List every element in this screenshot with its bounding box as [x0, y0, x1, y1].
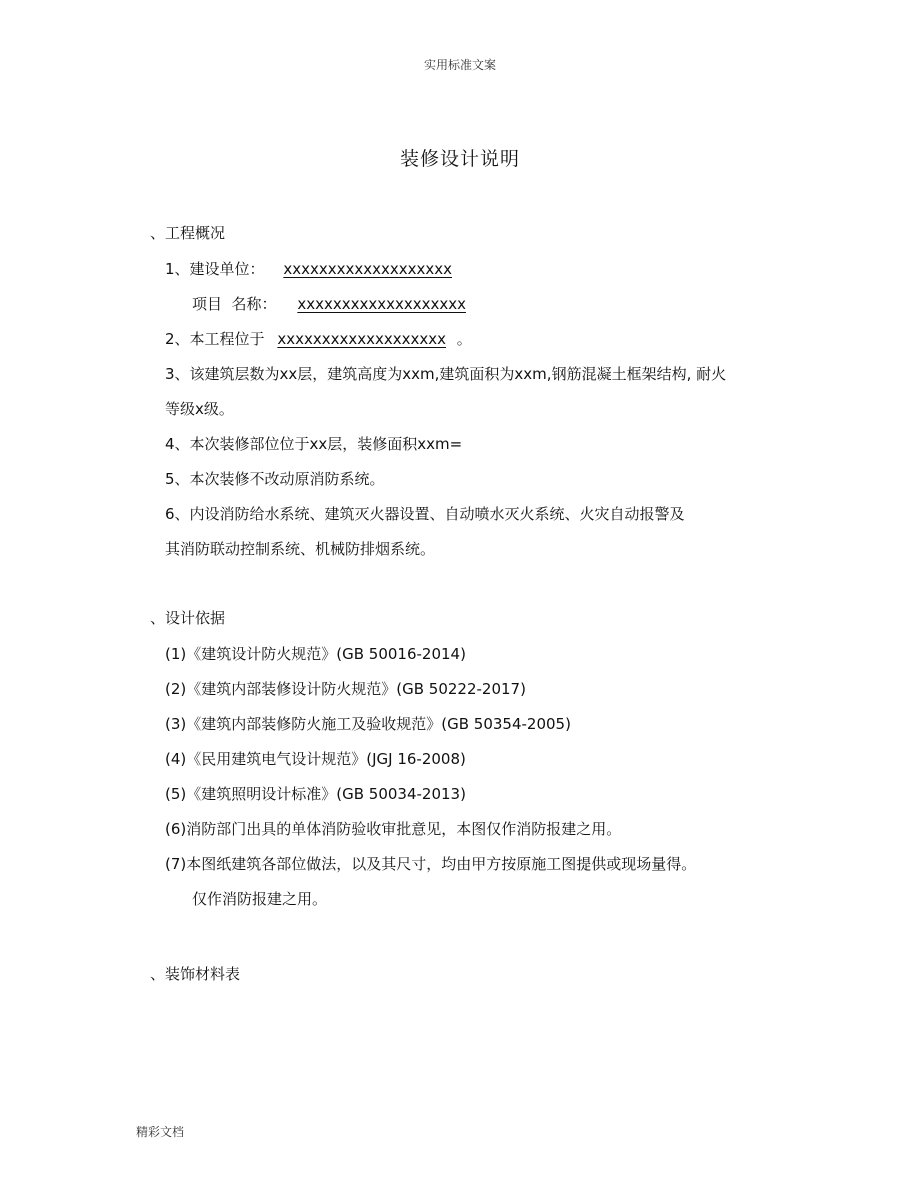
standard-item-2: (2)《建筑内部装修设计防火规范》(GB 50222-2017): [165, 680, 526, 698]
section-heading-materials: 、装饰材料表: [150, 965, 241, 983]
standard-item-5: (5)《建筑照明设计标准》(GB 50034-2013): [165, 785, 466, 803]
item-value: xxxxxxxxxxxxxxxxxxx: [277, 330, 446, 348]
item-end: 。: [456, 330, 472, 348]
item-building-info-line1: 3、该建筑层数为xx层，建筑高度为xxm,建筑面积为xxm,钢筋混凝土框架结构, 耐火: [165, 365, 727, 383]
section-heading-design-basis: 、设计依据: [150, 609, 226, 627]
section-heading-overview: 、工程概况: [150, 224, 226, 242]
page-footer: 精彩文档: [136, 1125, 185, 1139]
item-location: [165, 328, 472, 349]
standard-item-7: (7)本图纸建筑各部位做法，以及其尺寸，均由甲方按原施工图提供或现场量得。: [165, 855, 697, 873]
page-header: 实用标准文案: [423, 58, 496, 72]
item-label: 1、建设单位：: [165, 260, 265, 278]
item-building-info-line2: 等级x级。: [165, 400, 234, 418]
item-label: 项目 名称：: [192, 295, 277, 313]
item-fire-system: 5、本次装修不改动原消防系统。: [165, 470, 385, 488]
standard-item-6: (6)消防部门出具的单体消防验收审批意见，本图仅作消防报建之用。: [165, 820, 622, 838]
item-value: xxxxxxxxxxxxxxxxxxx: [297, 295, 466, 313]
item-project-name: [192, 293, 466, 314]
item-systems-line2: 其消防联动控制系统、机械防排烟系统。: [165, 540, 436, 558]
item-renovation-area: 4、本次装修部位位于xx层，装修面积xxm=: [165, 435, 463, 453]
item-label: 2、本工程位于: [165, 330, 265, 348]
standard-item-1: (1)《建筑设计防火规范》(GB 50016-2014): [165, 645, 466, 663]
standard-item-3: (3)《建筑内部装修防火施工及验收规范》(GB 50354-2005): [165, 715, 571, 733]
item-construction-unit: [165, 258, 452, 279]
standard-item-7-continued: 仅作消防报建之用。: [192, 890, 328, 908]
standard-item-4: (4)《民用建筑电气设计规范》(JGJ 16-2008): [165, 750, 466, 768]
document-title: 装修设计说明: [399, 148, 520, 170]
item-value: xxxxxxxxxxxxxxxxxxx: [283, 260, 452, 278]
item-systems-line1: 6、内设消防给水系统、建筑灭火器设置、自动喷水灭火系统、火灾自动报警及: [165, 505, 685, 523]
